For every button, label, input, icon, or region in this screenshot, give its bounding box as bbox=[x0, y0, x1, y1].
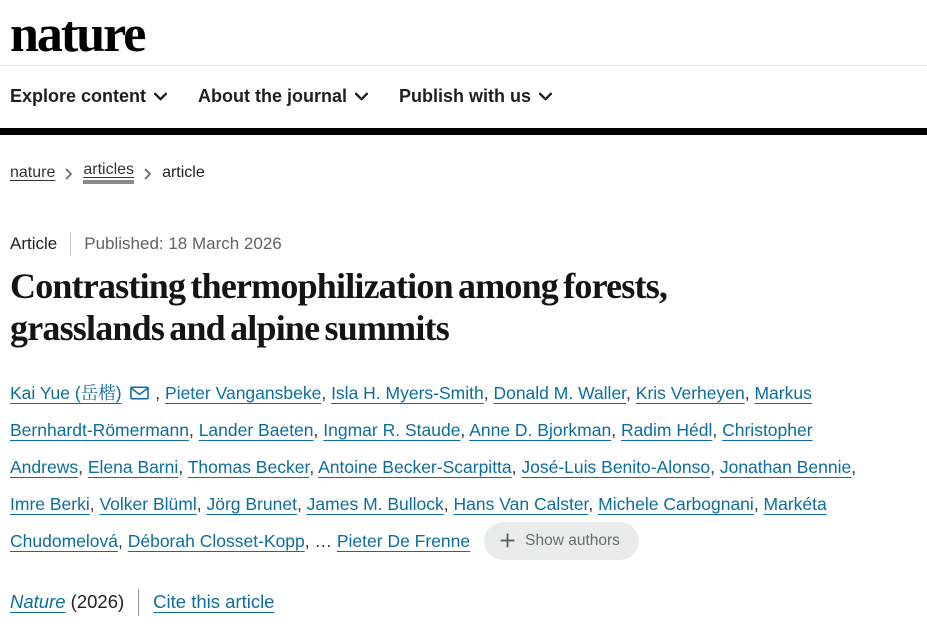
nav-explore-content[interactable] bbox=[10, 86, 167, 107]
logo-row bbox=[0, 0, 927, 66]
breadcrumb-articles[interactable]: articles bbox=[83, 161, 134, 184]
author-link[interactable]: Déborah Closset-Kopp bbox=[127, 531, 305, 552]
author-link[interactable]: Jonathan Bennie bbox=[719, 457, 852, 478]
author-link[interactable]: Kai Yue (岳楷) bbox=[10, 383, 122, 404]
author-list: Kai Yue (岳楷) , Pieter Vangansbeke, Isla H. Myers-Smith, Donald M. Waller, Kris Verheyen, Markus Bernhardt-Römermann, Lander Baeten, Ingmar R. Staude, Anne D. Bjorkman, Radim Hédl, Christopher Andrews, Elena Barni, Thomas Becker, Antoine Becker-Scarpitta, José-Luis Benito-Alonso, Jonathan Bennie, Imre Berki, Volker Blüml, Jörg Brunet, James M. Bullock, Hans Van Calster, Michele Carbognani, Markéta Chudomelová, Déborah Closset-Kopp, … Pieter De Frenne bbox=[10, 383, 857, 552]
author-link[interactable]: Volker Blüml bbox=[99, 494, 197, 515]
meta-divider bbox=[70, 232, 71, 256]
article-meta bbox=[10, 232, 917, 256]
show-authors-label: Show authors bbox=[525, 531, 620, 549]
email-icon[interactable] bbox=[130, 386, 149, 400]
author-link[interactable]: Thomas Becker bbox=[187, 457, 310, 478]
nav-about-journal-label: About the journal bbox=[198, 86, 348, 106]
author-link[interactable]: Imre Berki bbox=[10, 494, 90, 515]
article-title: Contrasting thermophilization among forests, grasslands and alpine summits bbox=[10, 266, 668, 349]
author-link[interactable]: Markéta Chudomelová bbox=[10, 494, 827, 552]
author-link[interactable]: Christopher Andrews bbox=[10, 420, 813, 478]
author-link-last[interactable]: Pieter De Frenne bbox=[336, 531, 471, 552]
author-link[interactable]: Michele Carbognani bbox=[598, 494, 754, 515]
article-page bbox=[0, 161, 927, 616]
citation-text bbox=[10, 591, 124, 613]
author-link[interactable]: Antoine Becker-Scarpitta bbox=[318, 457, 512, 478]
author-link[interactable]: Anne D. Bjorkman bbox=[469, 420, 612, 441]
author-link[interactable]: Lander Baeten bbox=[198, 420, 314, 441]
citation-row bbox=[10, 589, 917, 616]
author-link[interactable]: Hans Van Calster bbox=[453, 494, 589, 515]
chevron-right-icon bbox=[144, 168, 152, 180]
author-link[interactable]: Donald M. Waller bbox=[493, 383, 627, 404]
author-link[interactable]: James M. Bullock bbox=[306, 494, 444, 515]
nav-about-journal[interactable] bbox=[198, 86, 368, 107]
published-date: Published: 18 March 2026 bbox=[84, 234, 282, 253]
author-link[interactable]: Pieter Vangansbeke bbox=[165, 383, 322, 404]
author-link[interactable]: José-Luis Benito-Alonso bbox=[521, 457, 711, 478]
author-link[interactable]: Markus Bernhardt-Römermann bbox=[10, 383, 812, 441]
article-type-label: Article bbox=[10, 234, 58, 253]
plus-icon bbox=[499, 532, 516, 549]
author-link[interactable]: Ingmar R. Staude bbox=[323, 420, 461, 441]
main-nav bbox=[0, 66, 927, 128]
journal-link[interactable]: Nature bbox=[10, 591, 66, 613]
show-authors-button[interactable] bbox=[484, 522, 639, 560]
nav-explore-content-label: Explore content bbox=[10, 86, 147, 106]
nav-publish-with-us[interactable] bbox=[399, 86, 552, 107]
author-link[interactable]: Jörg Brunet bbox=[206, 494, 297, 515]
breadcrumb bbox=[10, 161, 917, 184]
author-link[interactable]: Radim Hédl bbox=[620, 420, 713, 441]
nav-publish-with-us-label: Publish with us bbox=[399, 86, 532, 106]
author-link[interactable]: Isla H. Myers-Smith bbox=[331, 383, 484, 404]
breadcrumb-article-current: article bbox=[162, 163, 205, 181]
chevron-right-icon bbox=[65, 168, 73, 180]
author-list-paragraph bbox=[10, 375, 886, 561]
author-link[interactable]: Elena Barni bbox=[87, 457, 179, 478]
citation-divider bbox=[138, 589, 139, 616]
author-link[interactable]: Kris Verheyen bbox=[635, 383, 745, 404]
chevron-down-icon bbox=[355, 92, 368, 101]
journal-year: (2026) bbox=[70, 591, 125, 613]
breadcrumb-nature[interactable]: nature bbox=[10, 163, 56, 181]
cite-this-article-link[interactable]: Cite this article bbox=[153, 591, 275, 613]
chevron-down-icon bbox=[539, 92, 552, 101]
nature-logo[interactable]: nature bbox=[10, 6, 145, 63]
header-accent-bar bbox=[0, 128, 927, 135]
site-header bbox=[0, 0, 927, 135]
chevron-down-icon bbox=[154, 92, 167, 101]
